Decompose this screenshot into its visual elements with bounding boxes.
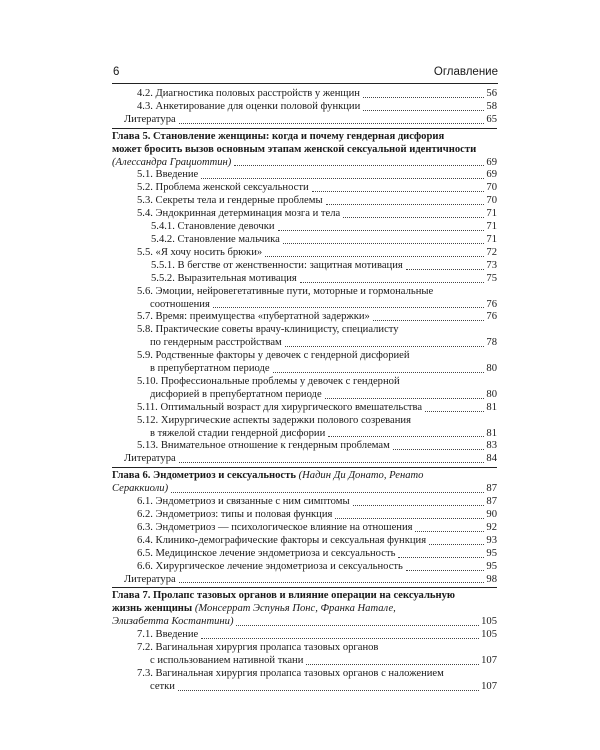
leader-dots <box>283 243 485 244</box>
toc-entry-title: Литература <box>124 453 176 465</box>
toc-entry[interactable] <box>112 440 497 453</box>
leader-dots <box>425 411 484 412</box>
page-ref: 75 <box>486 272 497 284</box>
toc-entry[interactable] <box>112 101 497 114</box>
chapter-title-line: Глава 7. Пролапс тазовых органов и влияние операции на сексуальную <box>112 590 455 602</box>
leader-dots <box>406 269 485 270</box>
toc-entry[interactable] <box>112 195 497 208</box>
toc-entry-title: 5.4. Эндокринная детерминация мозга и тела <box>137 208 341 220</box>
toc-entry[interactable] <box>112 574 497 587</box>
page-ref: 71 <box>486 221 497 233</box>
chapter-separator <box>112 587 497 588</box>
page-ref: 78 <box>486 337 497 349</box>
page-ref: 71 <box>486 233 497 245</box>
toc-entry-title[interactable]: 5.9. Родственные факторы у девочек с гендерной дисфорией <box>137 350 410 362</box>
page-number: 6 <box>113 66 120 78</box>
page-ref: 107 <box>481 654 497 666</box>
leader-dots <box>234 165 484 166</box>
toc-entry-title: 6.2. Эндометриоз: типы и половая функция <box>137 509 333 520</box>
leader-dots <box>201 178 484 179</box>
toc-entry-title: 5.5.1. В бегстве от женственности: защитная мотивация <box>151 259 403 271</box>
toc-entry-continuation: в тяжелой стадии гендерной дисфории <box>150 427 326 439</box>
toc-entry-title[interactable]: 7.3. Вагинальная хирургия пролапса тазовых органов с наложением <box>137 667 444 679</box>
leader-dots <box>179 462 485 463</box>
toc-entry[interactable] <box>112 247 497 260</box>
toc-entry[interactable] <box>112 311 497 324</box>
leader-dots <box>312 191 485 192</box>
running-header <box>101 64 498 82</box>
toc-entry[interactable] <box>112 402 497 415</box>
leader-dots <box>179 582 485 583</box>
toc-entry[interactable] <box>112 114 497 127</box>
leader-dots <box>179 123 485 124</box>
toc-entry[interactable] <box>112 363 497 376</box>
chapter-authors: (Алессандра Грациоттин) <box>112 156 232 168</box>
chapter-title-line: Глава 5. Становление женщины: когда и почему гендерная дисфория <box>112 130 445 142</box>
toc-entry[interactable] <box>112 299 497 312</box>
toc-entry-continuation: в препубертатном периоде <box>150 363 270 375</box>
toc-entry-continuation: сетки <box>150 680 175 692</box>
toc-entry-title: 6.5. Медицинское лечение эндометриоза и сексуальность <box>137 547 396 559</box>
chapter-separator <box>112 467 497 468</box>
page-ref: 70 <box>486 195 497 207</box>
page-ref: 98 <box>486 573 497 585</box>
leader-dots <box>306 664 479 665</box>
toc-entry[interactable] <box>112 337 497 350</box>
toc-entry-title: 5.3. Секреты тела и гендерные проблемы <box>137 195 323 207</box>
chapter-7 <box>112 590 497 693</box>
toc-entry-title: 5.4.1. Становление девочки <box>151 221 275 233</box>
toc-entry[interactable] <box>112 616 497 629</box>
leader-dots <box>373 320 485 321</box>
page-ref: 84 <box>486 453 497 465</box>
leader-dots <box>343 217 484 218</box>
page-ref: 105 <box>481 616 497 628</box>
page-ref: 105 <box>481 629 497 641</box>
page-ref: 71 <box>486 208 497 220</box>
toc-entry[interactable] <box>112 208 497 221</box>
toc-entry-title[interactable]: 5.12. Хирургические аспекты задержки полового созревания <box>137 414 411 426</box>
leader-dots <box>406 570 485 571</box>
leader-dots <box>328 436 484 437</box>
toc-entry[interactable] <box>112 509 497 522</box>
running-title: Оглавление <box>433 66 498 78</box>
toc-entry-title: Литература <box>124 573 176 585</box>
leader-dots <box>326 204 485 205</box>
toc-entry-title: 5.13. Внимательное отношение к гендерным проблемам <box>137 440 390 452</box>
toc-entry[interactable] <box>112 389 497 402</box>
page-ref: 80 <box>486 388 497 400</box>
page-ref: 93 <box>486 534 497 546</box>
toc-entry[interactable] <box>112 522 497 535</box>
page-ref: 92 <box>486 521 497 533</box>
page-ref: 95 <box>486 547 497 559</box>
toc-entry-title: 5.7. Время: преимущества «пубертатной задержки» <box>137 311 370 323</box>
toc-entry-title: 6.4. Клинико-демографические факторы и сексуальная функция <box>137 534 427 546</box>
chapter-6 <box>112 470 497 586</box>
leader-dots <box>213 307 485 308</box>
leader-dots <box>398 557 484 558</box>
leader-dots <box>201 638 479 639</box>
page-ref: 80 <box>486 363 497 375</box>
page-ref: 69 <box>486 169 497 181</box>
chapter-authors: (Монсеррат Эспунья Понс, Франка Натале, <box>194 603 396 615</box>
leader-dots <box>300 282 485 283</box>
toc-entry-title: 5.1. Введение <box>137 169 199 181</box>
toc-entry-title: 4.3. Анкетирование для оценки половой функции <box>137 100 361 112</box>
toc-entry[interactable] <box>112 483 497 496</box>
toc-entry-continuation: дисфорией в препубертатном периоде <box>150 388 322 400</box>
page-ref: 76 <box>486 298 497 310</box>
chapter-6-entries <box>112 496 497 586</box>
leader-dots <box>429 544 484 545</box>
page-ref: 70 <box>486 182 497 194</box>
toc-entry-title: 7.1. Введение <box>137 629 199 641</box>
page-ref: 87 <box>486 496 497 508</box>
page-ref: 76 <box>486 311 497 323</box>
toc-entry[interactable] <box>112 428 497 441</box>
toc-entry-title: 6.1. Эндометриоз и связанные с ним симптомы <box>137 496 350 508</box>
leader-dots <box>178 690 479 691</box>
toc-entry-title[interactable]: 5.6. Эмоции, нейровегетативные пути, моторные и гормональные <box>137 285 434 297</box>
chapter-title-line: Глава 6. Эндометриоз и сексуальность (Надин Ди Донато, Ренато <box>112 470 424 482</box>
page-ref: 83 <box>486 440 497 452</box>
toc-entry[interactable] <box>112 548 497 561</box>
toc-entry-title: 6.3. Эндометриоз — психологическое влияние на отношения <box>137 521 413 533</box>
page-ref: 107 <box>481 680 497 692</box>
toc-entry[interactable] <box>112 535 497 548</box>
toc-entry-title[interactable]: 5.10. Профессиональные проблемы у девочек с гендерной <box>137 375 400 387</box>
toc-entry[interactable] <box>112 453 497 466</box>
chapter-5-entries <box>112 169 497 466</box>
leader-dots <box>278 230 485 231</box>
toc-entry[interactable] <box>112 273 497 286</box>
toc-entry[interactable] <box>112 655 497 668</box>
page-ref: 90 <box>486 509 497 520</box>
toc-entry-title: 5.5.2. Выразительная мотивация <box>151 272 297 284</box>
page-ref: 56 <box>486 88 497 99</box>
toc-entry[interactable] <box>112 182 497 195</box>
leader-dots <box>285 346 485 347</box>
page-ref: 95 <box>486 560 497 572</box>
leader-dots <box>393 449 485 450</box>
leader-dots <box>273 372 485 373</box>
toc-entry[interactable] <box>112 561 497 574</box>
leader-dots <box>335 518 484 519</box>
toc-entry[interactable] <box>112 234 497 247</box>
page-ref: 58 <box>486 100 497 112</box>
leader-dots <box>353 505 485 506</box>
header-rule <box>112 83 498 84</box>
page-ref: 81 <box>486 401 497 413</box>
toc-entry[interactable] <box>112 629 497 642</box>
page-ref: 87 <box>486 483 497 495</box>
toc-entry[interactable] <box>112 496 497 509</box>
toc-entry-continuation: соотношения <box>150 298 210 310</box>
leader-dots <box>265 256 484 257</box>
chapter-title-line: жизнь женщины (Монсеррат Эспунья Понс, Франка Натале, <box>112 603 396 615</box>
chapter-authors: Элизабетта Костантини) <box>112 616 234 628</box>
toc-entry[interactable] <box>112 221 497 234</box>
chapter-7-entries <box>112 629 497 694</box>
page-ref: 81 <box>486 427 497 439</box>
toc-entry[interactable] <box>112 88 497 101</box>
toc-entry-title: 5.11. Оптимальный возраст для хирургического вмешательства <box>137 401 423 413</box>
top-entries <box>112 88 497 127</box>
toc-entry-title: Литература <box>124 113 176 125</box>
toc-entry-continuation: с использованием нативной ткани <box>150 654 304 666</box>
chapter-5 <box>112 131 497 467</box>
toc-entry-title: 5.2. Проблема женской сексуальности <box>137 182 309 194</box>
toc-entry-title: 4.2. Диагностика половых расстройств у женщин <box>137 88 360 99</box>
toc-entry-title: 5.4.2. Становление мальчика <box>151 233 280 245</box>
page-ref: 72 <box>486 246 497 258</box>
toc-entry-title: 6.6. Хирургическое лечение эндометриоза и сексуальность <box>137 560 403 572</box>
chapter-authors: (Надин Ди Донато, Ренато <box>298 470 424 482</box>
chapter-title-line: может бросить вызов основным этапам женской сексуальной идентичности <box>112 143 477 155</box>
leader-dots <box>363 110 484 111</box>
leader-dots <box>171 492 484 493</box>
table-of-contents <box>112 88 497 694</box>
leader-dots <box>325 398 485 399</box>
chapter-separator <box>112 128 497 129</box>
page-ref: 73 <box>486 259 497 271</box>
toc-entry[interactable] <box>112 169 497 182</box>
toc-entry[interactable] <box>112 260 497 273</box>
toc-entry-title[interactable]: 7.2. Вагинальная хирургия пролапса тазовых органов <box>137 642 379 654</box>
page-ref: 65 <box>486 113 497 125</box>
leader-dots <box>415 531 484 532</box>
chapter-authors: Сераккиоли) <box>112 483 169 495</box>
toc-entry-title: 5.5. «Я хочу носить брюки» <box>137 246 263 258</box>
leader-dots <box>363 97 484 98</box>
toc-entry-continuation: по гендерным расстройствам <box>150 337 282 349</box>
toc-entry[interactable] <box>112 157 497 170</box>
toc-entry[interactable] <box>112 681 497 694</box>
leader-dots <box>236 625 479 626</box>
page-ref: 69 <box>486 156 497 168</box>
toc-entry-title[interactable]: 5.8. Практические советы врачу-клиницисту, специалисту <box>137 324 399 336</box>
